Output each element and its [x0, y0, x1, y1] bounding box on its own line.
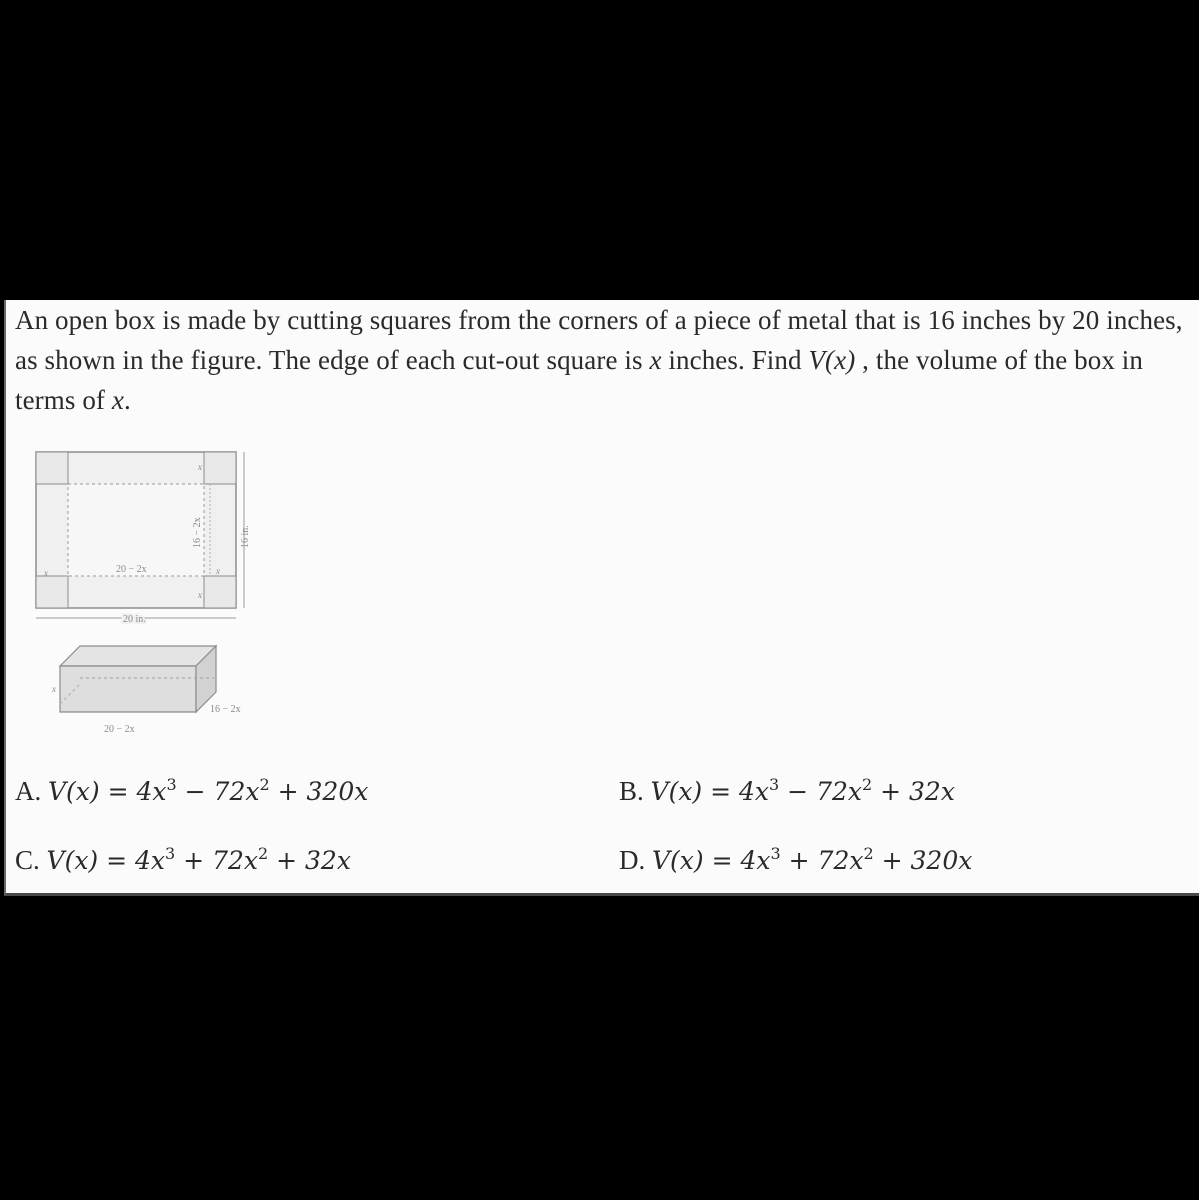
question-var-x2: x: [111, 385, 124, 415]
corner-square-tr: [204, 452, 236, 484]
corner-square-tl: [36, 452, 68, 484]
box-front-face: [60, 666, 196, 712]
choice-a-letter: A.: [15, 776, 42, 806]
choice-c-exp2: 2: [258, 844, 269, 863]
choice-a-term2: − 72x: [176, 777, 260, 806]
choice-a-term3: + 320x: [269, 777, 369, 806]
question-var-x: x: [649, 345, 662, 375]
choice-d-formula: $V(x) = 4x^3 + 72x^2 + 320x$: [652, 844, 973, 875]
choice-d-term3: + 320x: [873, 846, 973, 875]
choice-c-term3: + 32x: [268, 846, 351, 875]
choice-b-term3: + 32x: [872, 777, 955, 806]
choice-b-term2: − 72x: [779, 777, 862, 806]
label-outer-width: 20 in.: [123, 614, 146, 625]
sheet-base-fold: [68, 484, 204, 576]
corner-square-bl: [36, 576, 68, 608]
choice-c-term2: + 72x: [175, 846, 258, 875]
box-figure: [30, 446, 270, 746]
choice-b[interactable]: [619, 776, 955, 807]
question-part1: An open box is made by cutting squares from the corners of a piece of metal that is 16 inches by 20 inches, as shown in the figure. The edge of each cut-out square is: [15, 305, 1183, 375]
choice-c-exp1: 3: [165, 844, 176, 863]
choice-a-exp1: 3: [166, 775, 177, 794]
choice-a-exp2: 2: [259, 775, 270, 794]
choice-d-exp2: 2: [863, 844, 874, 863]
choice-c-formula: $V(x) = 4x^3 + 72x^2 + 32x$: [46, 844, 351, 875]
question-text: [15, 300, 1195, 420]
choice-b-exp2: 2: [862, 775, 873, 794]
box-top-rim: [60, 646, 216, 666]
choice-a-term1: 4x: [136, 777, 167, 806]
question-func: V(x): [808, 345, 856, 375]
choice-d-exp1: 3: [770, 844, 781, 863]
choice-d-lhs: V(x): [652, 846, 704, 875]
label-x-left: x: [44, 568, 48, 578]
label-x-bottom: x: [198, 590, 202, 600]
box-label-height: x: [52, 684, 56, 694]
choice-b-formula: $V(x) = 4x^3 - 72x^2 + 32x$: [650, 775, 955, 806]
figure-svg: [30, 446, 270, 746]
folded-box: [51, 646, 241, 735]
label-x-right: x: [216, 566, 220, 576]
label-x-top: x: [198, 462, 202, 472]
box-label-width: 20 − 2x: [104, 724, 135, 735]
choice-d[interactable]: [619, 845, 972, 876]
box-label-depth: 16 − 2x: [210, 704, 241, 715]
choice-c-letter: C.: [15, 845, 40, 875]
corner-square-br: [204, 576, 236, 608]
flat-sheet: [36, 452, 251, 625]
question-part3: , the volume of the box in terms of: [15, 345, 1143, 415]
choice-d-term2: + 72x: [780, 846, 864, 875]
label-outer-height: 16 in.: [240, 525, 251, 548]
label-inner-width: 20 − 2x: [116, 564, 147, 575]
choice-a-lhs: V(x): [48, 777, 100, 806]
choice-b-lhs: V(x): [650, 777, 703, 806]
question-part4: .: [123, 385, 131, 415]
choice-b-term1: 4x: [739, 777, 770, 806]
question-card: [4, 300, 1199, 896]
choice-b-letter: B.: [619, 776, 644, 806]
label-inner-height: 16 − 2x: [192, 517, 203, 548]
choice-d-letter: D.: [619, 845, 646, 875]
choice-a[interactable]: [15, 776, 368, 807]
choice-c-term1: 4x: [135, 846, 166, 875]
choice-c-lhs: V(x): [46, 846, 99, 875]
choice-b-exp1: 3: [769, 775, 780, 794]
choice-d-term1: 4x: [740, 846, 771, 875]
choice-c[interactable]: [15, 845, 351, 876]
question-part2: inches. Find: [661, 345, 809, 375]
choice-a-formula: $V(x) = 4x^3 - 72x^2 + 320x$: [48, 775, 369, 806]
